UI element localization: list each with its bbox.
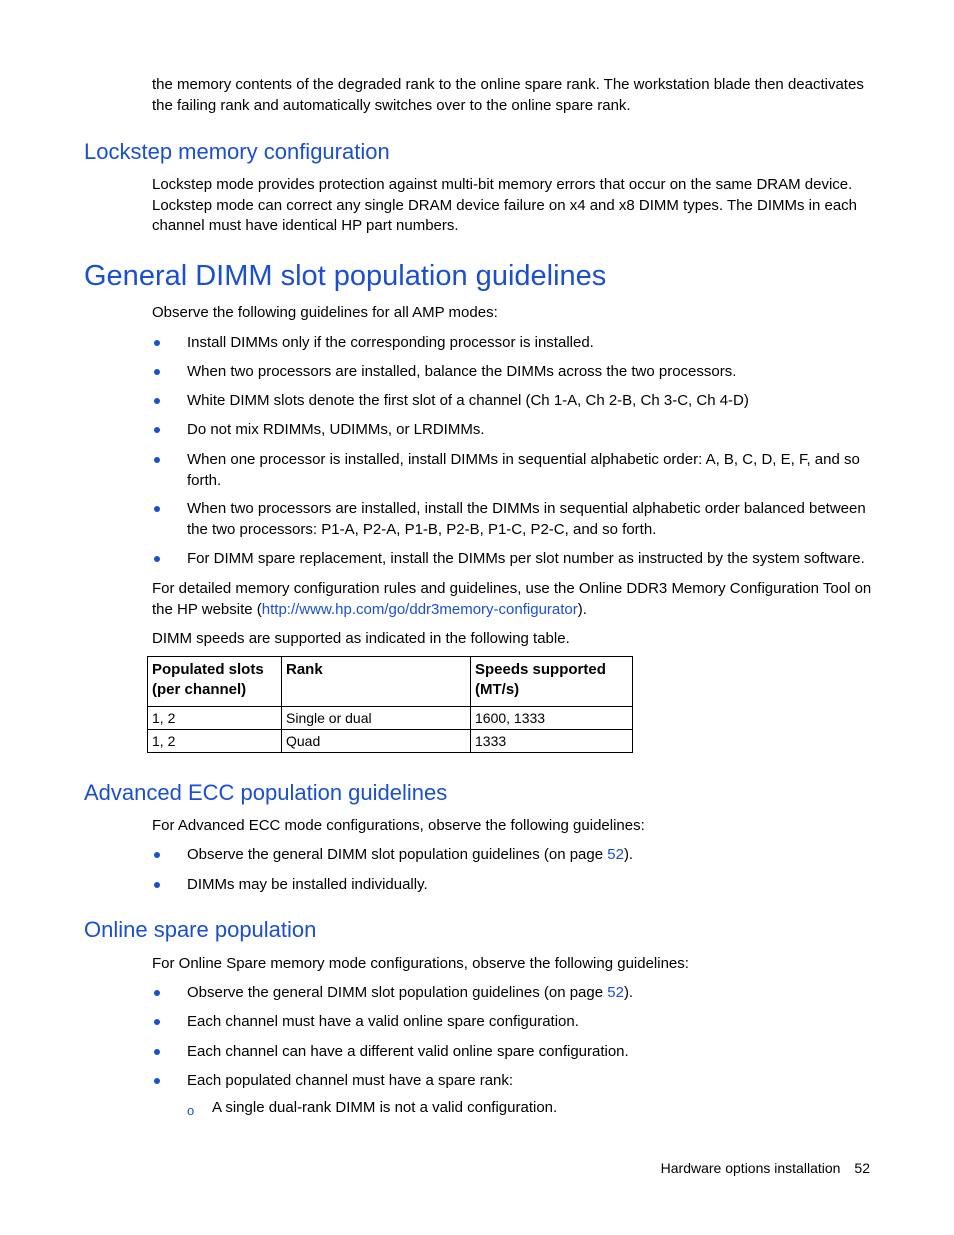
bullet-icon	[154, 369, 160, 375]
page-footer	[661, 1158, 870, 1178]
table-header-row	[148, 657, 633, 707]
table-cell: 1, 2	[148, 707, 282, 730]
list-item-text-part: ).	[623, 846, 634, 863]
list-item-text-part: Observe the general DIMM slot population guidelines (on page	[187, 846, 608, 863]
list-item-text-part: Observe the general DIMM slot population guidelines (on page	[187, 984, 608, 1001]
table-cell: Single or dual	[282, 707, 471, 730]
column-header: Populated slots (per channel)	[148, 657, 282, 707]
advanced-ecc-intro: For Advanced ECC mode configurations, observe the following guidelines:	[152, 817, 645, 834]
dimm-speed-table	[147, 656, 633, 753]
sub-list-item-text: A single dual-rank DIMM is not a valid configuration.	[212, 1099, 558, 1116]
list-item-text: When two processors are installed, balance the DIMMs across the two processors.	[187, 363, 737, 380]
config-tool-paragraph	[152, 579, 872, 620]
table-cell: 1, 2	[148, 730, 282, 753]
bullet-icon	[154, 990, 160, 996]
page-link[interactable]: 52	[607, 984, 624, 1001]
bullet-icon	[154, 882, 160, 888]
bullet-icon	[154, 457, 160, 463]
config-tool-text: For detailed memory configuration rules and guidelines, use the Online DDR3 Memory Configuration Tool on the HP website (	[152, 580, 872, 618]
list-item-text: DIMMs may be installed individually.	[187, 876, 428, 893]
config-tool-text-end: ).	[577, 600, 587, 618]
list-item-text: Install DIMMs only if the corresponding processor is installed.	[187, 334, 594, 351]
online-spare-intro: For Online Spare memory mode configurations, observe the following guidelines:	[152, 955, 689, 972]
list-item-text-part: ).	[623, 984, 634, 1001]
list-item-text	[187, 983, 872, 1004]
bullet-icon	[154, 1078, 160, 1084]
lockstep-paragraph: Lockstep mode provides protection against multi-bit memory errors that occur on the same DRAM device. Lockstep mode can correct any single DRAM device failure on x4 and x8 DIMM types. The DIMMs in each channel must have identical HP part numbers.	[152, 176, 858, 234]
list-item-text: White DIMM slots denote the first slot of a channel (Ch 1-A, Ch 2-B, Ch 3-C, Ch 4-D)	[187, 392, 749, 409]
list-item-text	[187, 845, 872, 866]
list-item-text: For DIMM spare replacement, install the DIMMs per slot number as instructed by the system software.	[187, 550, 865, 567]
bullet-icon	[154, 852, 160, 858]
bullet-icon	[154, 427, 160, 433]
table-row	[148, 730, 633, 753]
config-tool-link[interactable]: http://www.hp.com/go/ddr3memory-configurator	[261, 600, 578, 618]
list-item-text: Each channel must have a valid online spare configuration.	[187, 1013, 579, 1030]
bullet-icon	[154, 556, 160, 562]
online-spare-heading: Online spare population	[84, 917, 317, 942]
bullet-icon	[154, 1049, 160, 1055]
general-dimm-heading: General DIMM slot population guidelines	[84, 260, 607, 292]
general-intro: Observe the following guidelines for all AMP modes:	[152, 304, 498, 321]
intro-paragraph: the memory contents of the degraded rank to the online spare rank. The workstation blade then deactivates the failing rank and automatically switches over to the online spare rank.	[152, 76, 864, 114]
list-item-text: Each channel can have a different valid online spare configuration.	[187, 1043, 629, 1060]
table-cell: 1333	[471, 730, 633, 753]
bullet-icon	[154, 398, 160, 404]
list-item-text: When one processor is installed, install DIMMs in sequential alphabetic order: A, B, C, D, E, F, and so forth.	[187, 451, 860, 489]
bullet-icon	[154, 1019, 160, 1025]
advanced-ecc-heading: Advanced ECC population guidelines	[84, 780, 448, 805]
bullet-icon	[154, 340, 160, 346]
table-row	[148, 707, 633, 730]
page-link[interactable]: 52	[607, 846, 624, 863]
hollow-bullet-icon: o	[187, 1103, 195, 1118]
list-item-text: Do not mix RDIMMs, UDIMMs, or LRDIMMs.	[187, 421, 485, 438]
list-item-text: Each populated channel must have a spare rank:	[187, 1072, 514, 1089]
table-cell: 1600, 1333	[471, 707, 633, 730]
table-cell: Quad	[282, 730, 471, 753]
lockstep-heading: Lockstep memory configuration	[84, 139, 390, 164]
column-header: Rank	[282, 657, 471, 707]
bullet-icon	[154, 506, 160, 512]
table-intro: DIMM speeds are supported as indicated in the following table.	[152, 630, 570, 647]
list-item-text: When two processors are installed, install the DIMMs in sequential alphabetic order balanced between the two processors: P1-A, P2-A, P1-B, P2-B, P1-C, P2-C, and so forth.	[187, 500, 866, 538]
page-number: 52	[854, 1160, 870, 1176]
column-header: Speeds supported (MT/s)	[471, 657, 633, 707]
footer-section-title: Hardware options installation	[660, 1160, 841, 1176]
